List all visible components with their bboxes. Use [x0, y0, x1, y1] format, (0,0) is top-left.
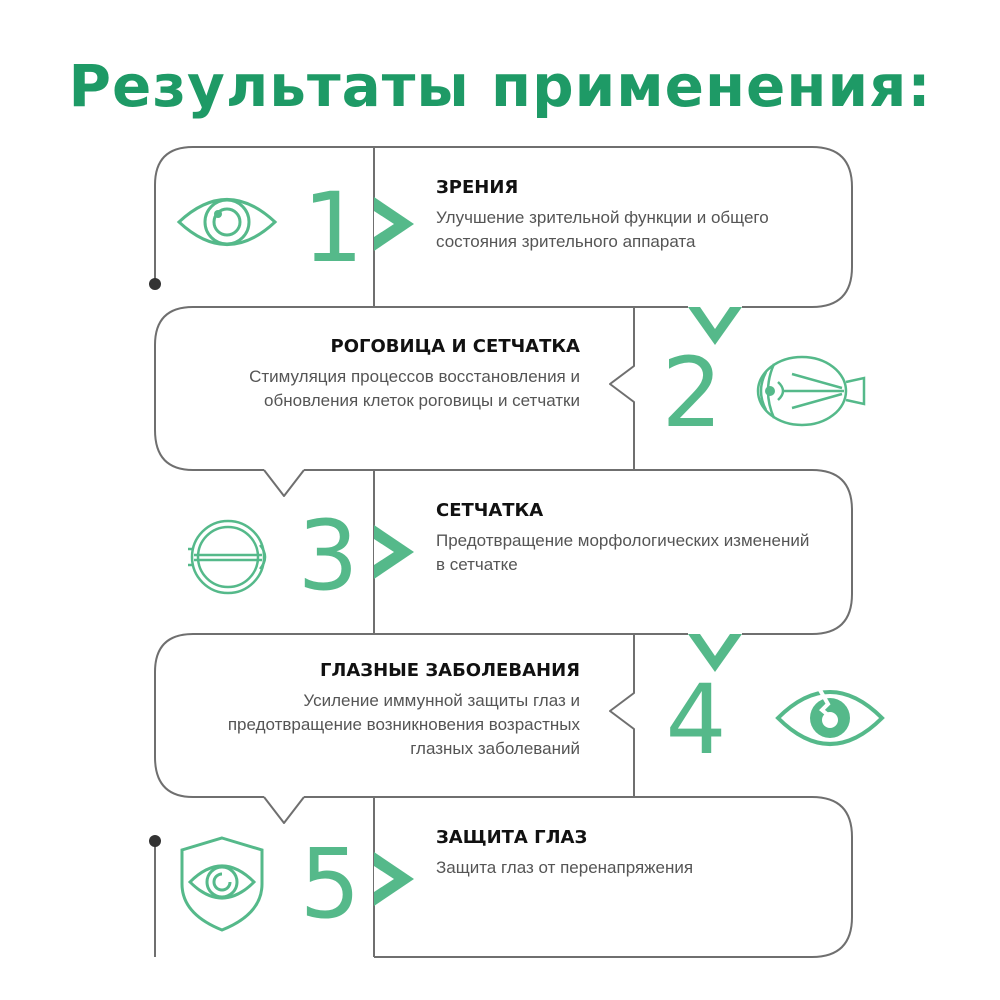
step-number-1: 1: [302, 172, 364, 284]
tail-2: [264, 470, 304, 496]
step-1-description: Улучшение зрительной функции и общего состояния зрительного аппарата: [436, 208, 769, 251]
step-3-text: [436, 500, 816, 577]
block-4-divider: [610, 634, 634, 797]
step-4-description: Усиление иммунной защиты глаз и предотвращение возникновения возрастных глазных заболеваний: [227, 691, 580, 758]
start-dot: [149, 278, 161, 290]
step-number-5: 5: [299, 828, 361, 940]
step-5-heading: ЗАЩИТА ГЛАЗ: [436, 827, 588, 848]
step-1-heading: ЗРЕНИЯ: [436, 177, 519, 198]
step-1-text: [436, 177, 816, 254]
eye-cross-section-icon: [186, 515, 272, 599]
block-2-divider: [610, 307, 634, 470]
step-number-2: 2: [661, 337, 723, 449]
shield-eye-icon: [176, 834, 268, 934]
tail-4: [264, 797, 304, 823]
step-number-4: 4: [665, 664, 727, 776]
step-4-text: [200, 660, 580, 761]
step-3-heading: СЕТЧАТКА: [436, 500, 544, 521]
step-3-description: Предотвращение морфологических изменений в сетчатке: [436, 531, 810, 574]
eyeball-anatomy-icon: [752, 352, 868, 430]
step-2-text: [200, 336, 580, 413]
page-title: Результаты применения:: [68, 52, 932, 120]
step-5-text: [436, 827, 816, 880]
damaged-eye-icon: [774, 680, 886, 756]
eye-icon: [176, 187, 278, 257]
step-2-heading: РОГОВИЦА И СЕТЧАТКА: [330, 336, 580, 357]
step-5-description: Защита глаз от перенапряжения: [436, 858, 694, 877]
step-4-heading: ГЛАЗНЫЕ ЗАБОЛЕВАНИЯ: [319, 660, 580, 681]
step-2-description: Стимуляция процессов восстановления и обновления клеток роговицы и сетчатки: [249, 367, 580, 410]
end-dot: [149, 835, 161, 847]
step-number-3: 3: [297, 500, 359, 612]
